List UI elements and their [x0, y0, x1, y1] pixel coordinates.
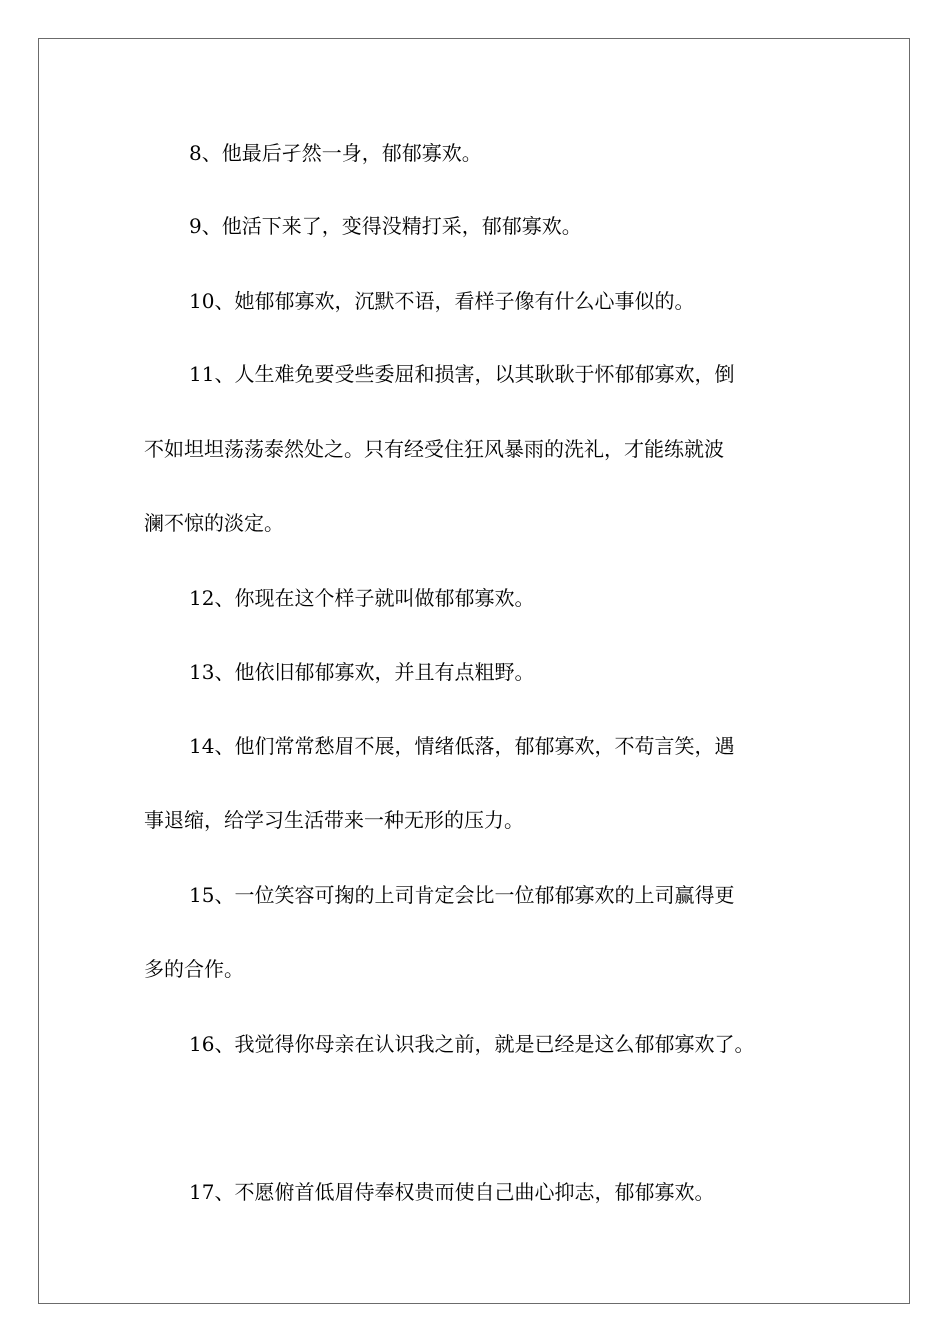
sentence-15-line-2: 多的合作。 [144, 957, 244, 981]
sentence-10: 10、她郁郁寡欢，沉默不语，看样子像有什么心事似的。 [189, 289, 695, 313]
sentence-11-line-2: 不如坦坦荡荡泰然处之。只有经受住狂风暴雨的洗礼，才能练就波 [144, 437, 724, 461]
sentence-8: 8、他最后孑然一身，郁郁寡欢。 [189, 141, 482, 165]
sentence-13: 13、他依旧郁郁寡欢，并且有点粗野。 [189, 660, 535, 684]
sentence-14-line-1: 14、他们常常愁眉不展，情绪低落，郁郁寡欢，不苟言笑，遇 [189, 734, 735, 758]
sentence-15-line-1: 15、一位笑容可掬的上司肯定会比一位郁郁寡欢的上司赢得更 [189, 883, 735, 907]
sentence-11-line-1: 11、人生难免要受些委屈和损害，以其耿耿于怀郁郁寡欢，倒 [189, 362, 735, 386]
sentence-14-line-2: 事退缩，给学习生活带来一种无形的压力。 [144, 808, 524, 832]
sentence-16: 16、我觉得你母亲在认识我之前，就是已经是这么郁郁寡欢了。 [189, 1032, 755, 1056]
sentence-17: 17、不愿俯首低眉侍奉权贵而使自己曲心抑志，郁郁寡欢。 [189, 1180, 715, 1204]
sentence-11-line-3: 澜不惊的淡定。 [144, 511, 284, 535]
sentence-12: 12、你现在这个样子就叫做郁郁寡欢。 [189, 586, 535, 610]
sentence-9: 9、他活下来了，变得没精打采，郁郁寡欢。 [189, 214, 582, 238]
